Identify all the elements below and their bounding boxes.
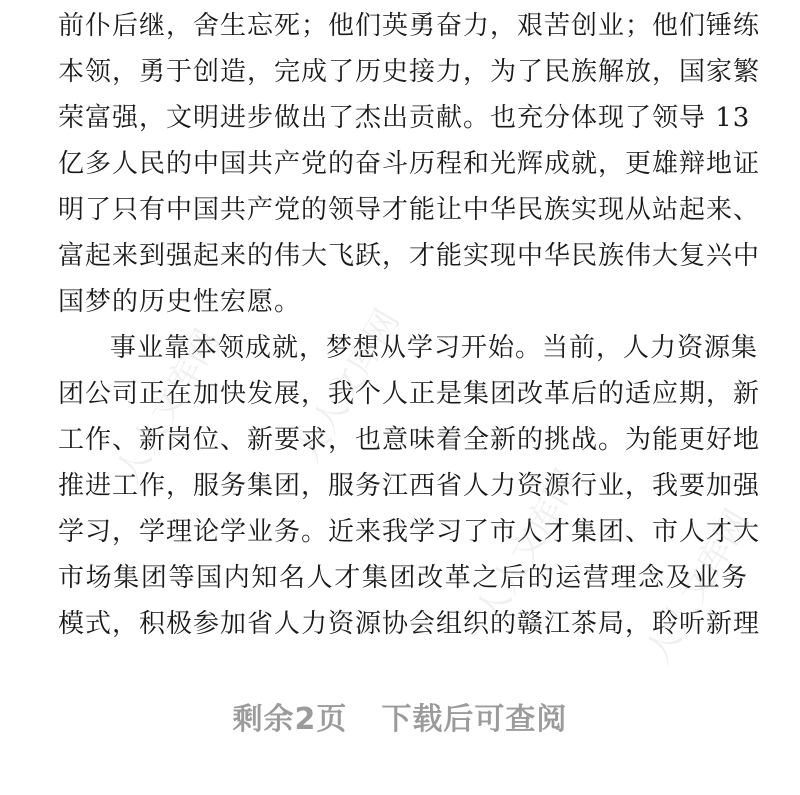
text-line: 市场集团等国内知名人才集团改革之后的运营理念及业务 (58, 563, 748, 593)
download-hint-label: 下载后可查阅 (381, 702, 568, 737)
paragraph-first-line: 事业靠本领成就，梦想从学习开始。当前，人力资源集 (110, 333, 759, 363)
text-line: 本领，勇于创造，完成了历史接力，为了民族解放，国家繁 (58, 57, 761, 87)
text-line: 明了只有中国共产党的领导才能让中华民族实现从站起来、 (58, 195, 761, 225)
text-line: 富起来到强起来的伟大飞跃，才能实现中华民族伟大复兴中 (58, 241, 761, 271)
text-line: 荣富强，文明进步做出了杰出贡献。也充分体现了领导 13 (58, 103, 751, 133)
text-line: 学习，学理论学业务。近来我学习了市人才集团、市人才大 (58, 517, 761, 547)
watermark: 人人文库网 (108, 322, 228, 490)
watermark: 人人文库网 (638, 502, 758, 670)
text-line: 国梦的历史性宏愿。 (58, 287, 302, 317)
watermark: 人人文库网 (288, 302, 408, 470)
text-line: 推进工作，服务集团，服务江西省人力资源行业，我要加强 (58, 471, 761, 501)
remaining-pages-label: 剩余2页 (232, 702, 348, 737)
text-line: 团公司正在加快发展，我个人正是集团改革后的适应期，新 (58, 379, 761, 409)
text-line: 工作、新岗位、新要求，也意味着全新的挑战。为能更好地 (58, 425, 761, 455)
text-line: 模式，积极参加省人力资源协会组织的赣江茶局，聆听新理 (58, 609, 761, 639)
watermark: 人人文库网 (468, 462, 588, 630)
text-line: 亿多人民的中国共产党的奋斗历程和光辉成就，更雄辩地证 (58, 149, 761, 179)
text-line: 前仆后继，舍生忘死；他们英勇奋力，艰苦创业；他们锤练 (58, 11, 761, 41)
remaining-pages-banner[interactable] (0, 690, 800, 750)
